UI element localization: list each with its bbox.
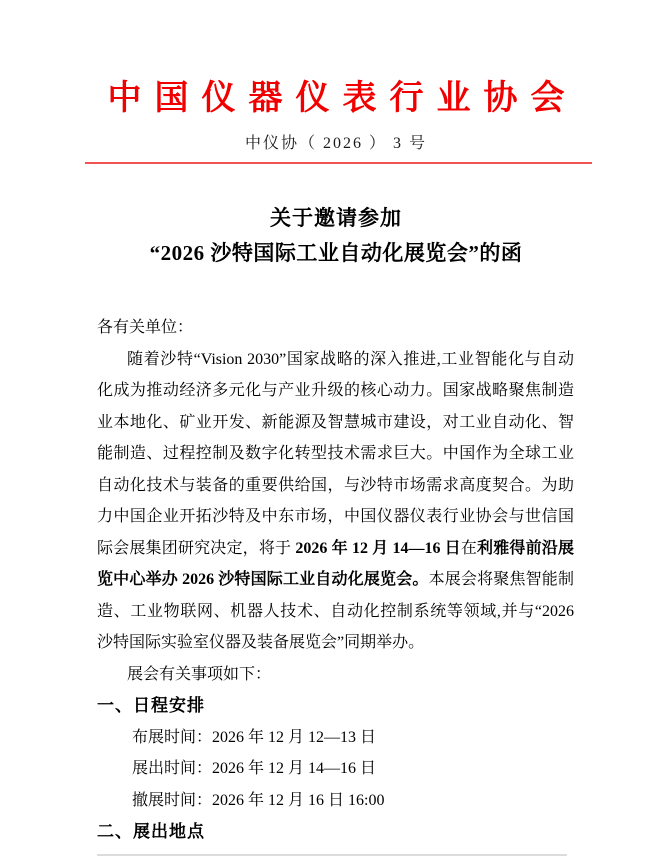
section-heading-venue: 二、展出地点 <box>97 822 205 841</box>
paragraph-text: 本展会将聚焦智能制造、工业物联网、机器人技术、自动化控制系统等领域,并与“2026 沙特国际实验室仪器及装备展览会”同期举办。 <box>97 571 574 651</box>
red-divider-line <box>85 162 592 164</box>
section-heading-schedule: 一、日程安排 <box>97 696 205 715</box>
salutation: 各有关单位： <box>97 319 194 336</box>
organization-title: 中国仪器仪表行业协会 <box>107 80 578 117</box>
document-number: 中仪协（ 2026 ） 3 号 <box>244 135 427 152</box>
paragraph-bold-text: 2026 年 12 月 14—16 日 <box>295 539 461 557</box>
schedule-item-setup: 布展时间：2026 年 12 月 12—13 日 <box>132 728 377 746</box>
paragraph-text: 在 <box>460 539 478 557</box>
note-line: 展会有关事项如下： <box>127 665 272 683</box>
document-title-line1: 关于邀请参加 <box>270 206 402 230</box>
document-title-line2: “2026 沙特国际工业自动化展览会”的函 <box>149 241 523 265</box>
schedule-item-exhibition: 展出时间：2026 年 12 月 14—16 日 <box>132 760 377 777</box>
document-body <box>97 312 574 848</box>
paragraph-bold-text: 利雅得前沿展览中心举办 2026 沙特国际工业自动化展览会。 <box>97 539 574 588</box>
schedule-item-dismantle: 撤展时间：2026 年 12 月 16 日 16:00 <box>132 791 385 809</box>
main-paragraph <box>97 344 574 659</box>
paragraph-text: 随着沙特“Vision 2030”国家战略的深入推进,工业智能化与自动化成为推动经济多元化与产业升级的核心动力。国家战略聚焦制造业本地化、矿业开发、新能源及智慧城市建设，对工业自动化、智能制造、过程控制及数字化转型技术需求巨大。中国作为全球工业自动化技术与装备的重要供给国，与沙特市场需求高度契合。为助力中国企业开拓沙特及中东市场，中国仪器仪表行业协会与世信国际会展集团研究决定，将于 <box>97 350 574 557</box>
